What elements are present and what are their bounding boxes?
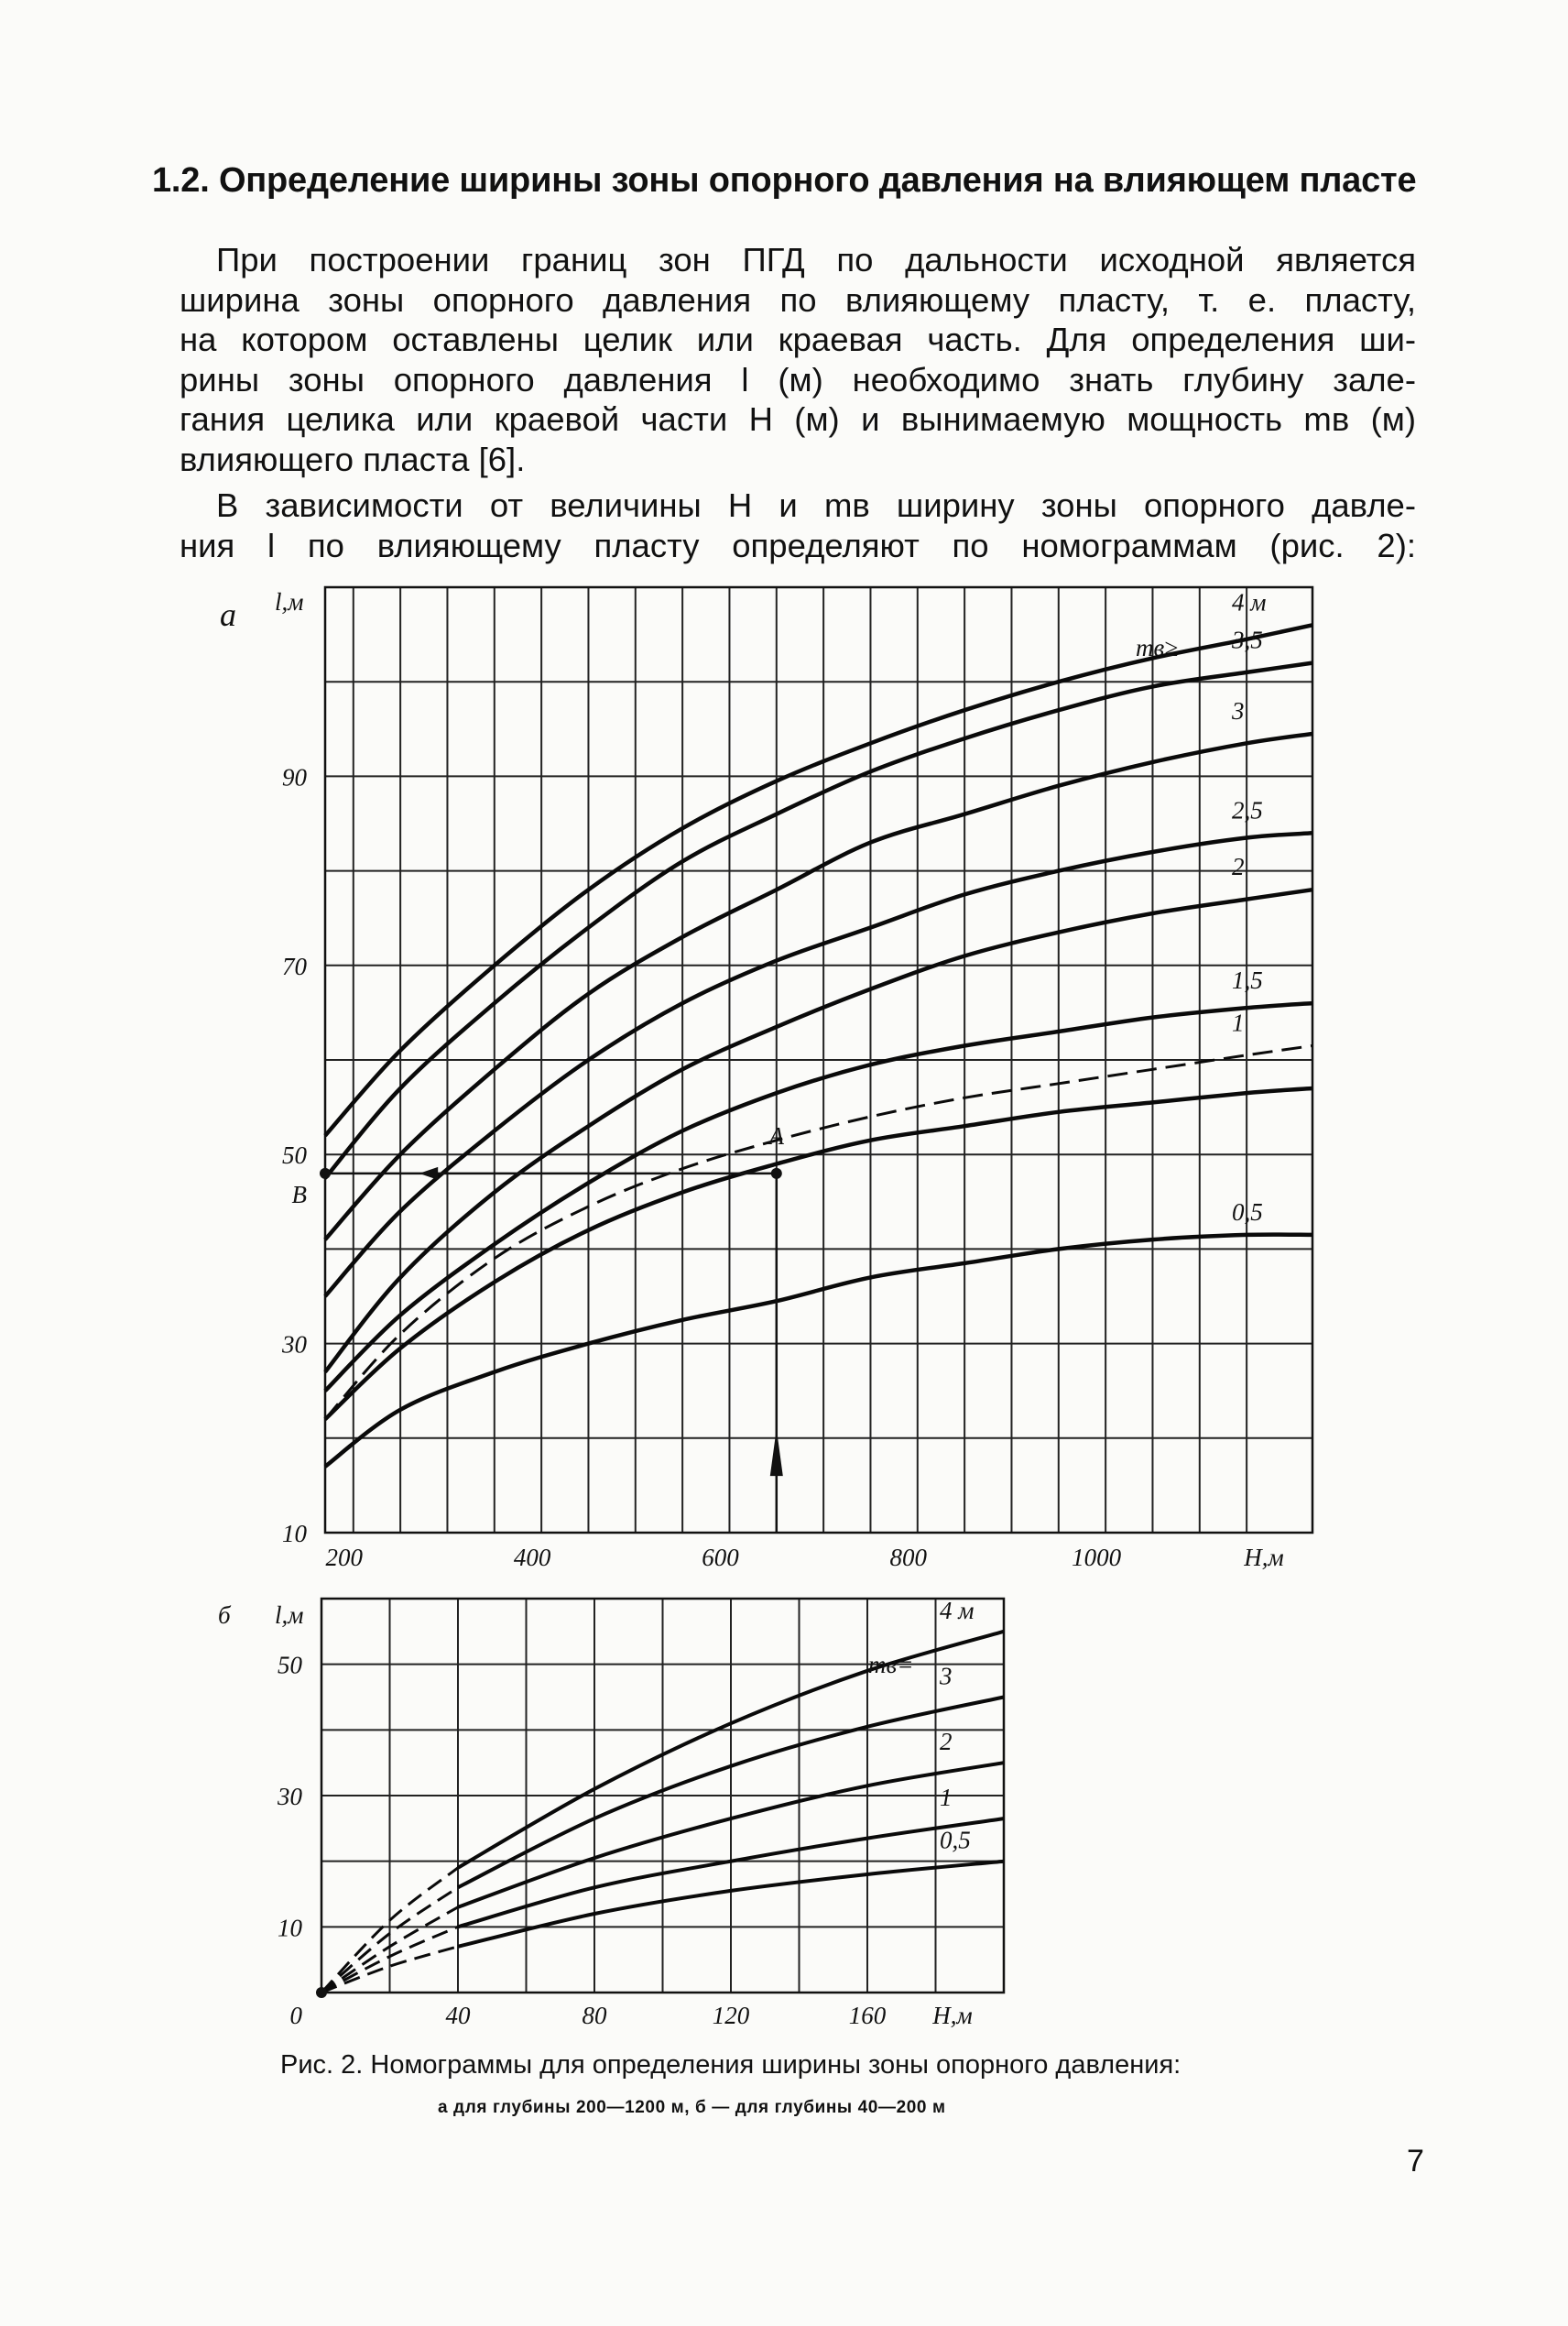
series-label: 2 xyxy=(1232,853,1245,881)
origin-marker xyxy=(316,1987,327,1998)
y-axis-label: l,м xyxy=(275,588,304,616)
series-label: 1 xyxy=(1232,1009,1245,1037)
x-tick-label: 1000 xyxy=(1072,1544,1122,1571)
y-tick-label: 30 xyxy=(282,1330,307,1359)
x-tick-label: 400 xyxy=(513,1544,551,1571)
series-label: 2,5 xyxy=(1232,796,1263,824)
series-label: 0,5 xyxy=(1232,1197,1263,1226)
x-tick-label: 40 xyxy=(445,2002,471,2029)
arrow-left-marker xyxy=(419,1167,439,1180)
arrow-up-marker xyxy=(770,1428,783,1476)
text-line: При построении границ зон ПГД по дальности исходной является xyxy=(216,241,1416,278)
x-tick-label: 160 xyxy=(848,2002,887,2029)
series-label: 1 xyxy=(940,1784,953,1812)
y-tick-label: 90 xyxy=(282,763,307,792)
x-tick-label: 120 xyxy=(712,2002,750,2029)
series-line xyxy=(325,890,1312,1371)
x-tick-label: 600 xyxy=(702,1544,739,1571)
panel-a-letter: а xyxy=(220,596,236,633)
text-line: ния l по влияющему пласту определяют по номограммам (рис. 2): xyxy=(180,526,1416,564)
y-tick-label: 0 xyxy=(289,2002,302,2029)
series-label: 1,5 xyxy=(1232,966,1263,995)
y-tick-label: 50 xyxy=(282,1141,307,1170)
series-label: 2 xyxy=(940,1728,953,1756)
x-tick-label: 80 xyxy=(582,2002,607,2029)
legend-prefix: mв≥ xyxy=(1136,634,1179,661)
series-line xyxy=(325,833,1312,1296)
x-tick-label: 800 xyxy=(889,1544,928,1571)
series-label: 0,5 xyxy=(940,1826,971,1854)
series-label: 4 м xyxy=(940,1596,975,1624)
y-tick-label: 70 xyxy=(282,952,307,980)
x-axis-label: Н,м xyxy=(932,2002,973,2029)
y-tick-label: 10 xyxy=(278,1914,302,1942)
x-axis-label: H,м xyxy=(1244,1544,1284,1571)
figure-caption: Рис. 2. Номограммы для определения ширины зоны опорного давления: xyxy=(280,2050,1181,2080)
legend-prefix: mв= xyxy=(868,1651,914,1678)
text-line: В зависимости от величины H и mв ширину зоны опорного давле- xyxy=(216,486,1416,524)
text-line: влияющего пласта [6]. xyxy=(180,440,526,478)
series-line xyxy=(325,1003,1312,1391)
series-line xyxy=(325,1088,1312,1419)
text-line: ширина зоны опорного давления по влияющему пласту, т. е. пласту, xyxy=(180,280,1416,319)
figure-subcaption: а для глубины 200—1200 м, б — для глубины 40—200 м xyxy=(438,2098,946,2117)
page-number: 7 xyxy=(1407,2144,1424,2179)
y-tick-label: 50 xyxy=(278,1651,302,1679)
y-axis-label: l,м xyxy=(275,1601,304,1629)
text-line: рины зоны опорного давления l (м) необходимо знать глубину зале- xyxy=(180,360,1416,399)
annotation-a: А xyxy=(768,1121,785,1150)
section-heading: 1.2. Определение ширины зоны опорного давления на влияющем пласте xyxy=(152,161,1417,200)
series-label: 3 xyxy=(1232,696,1245,725)
y-tick-label: 30 xyxy=(278,1783,302,1810)
annotation-b: В xyxy=(291,1180,307,1208)
point-b-marker xyxy=(320,1168,331,1179)
panel-b-letter: б xyxy=(218,1601,231,1629)
text-line: гания целика или краевой части H (м) и вынимаемую мощность mв (м) xyxy=(180,400,1416,438)
text-line: на котором оставлены целик или краевая часть. Для определения ши- xyxy=(180,321,1416,358)
point-a-marker xyxy=(771,1168,782,1179)
series-line xyxy=(325,1235,1312,1467)
series-label: 3 xyxy=(940,1662,953,1690)
y-tick-label: 10 xyxy=(282,1520,307,1547)
series-line xyxy=(325,734,1312,1239)
series-label: 3,5 xyxy=(1232,626,1263,654)
series-label: 4 м xyxy=(1232,588,1267,617)
x-tick-label: 200 xyxy=(325,1544,364,1571)
